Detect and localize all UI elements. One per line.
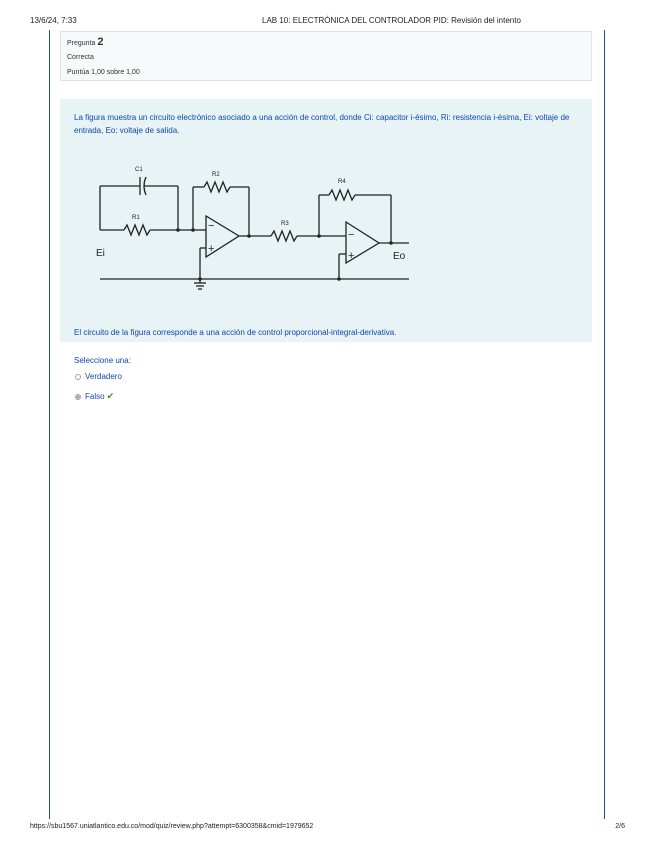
r4-resistor bbox=[329, 190, 355, 200]
question-text: La figura muestra un circuito electrónico asociado a una acción de control, donde Ci: capacitor i-ésimo, Ri: resistencia i-ésima, Ei: voltaje de entrada, Eo: voltaje de salida. bbox=[74, 113, 570, 135]
r3-resistor bbox=[271, 231, 297, 241]
question-label: Pregunta bbox=[67, 40, 96, 47]
option-falso-label: Falso bbox=[85, 392, 105, 401]
label-r3: R3 bbox=[281, 221, 289, 227]
label-plus-2: + bbox=[348, 250, 355, 262]
label-minus-1: − bbox=[208, 220, 215, 232]
r2-resistor bbox=[204, 182, 230, 192]
left-border bbox=[49, 30, 50, 819]
option-falso[interactable] bbox=[75, 390, 114, 402]
label-minus-2: − bbox=[348, 229, 355, 241]
r1-resistor bbox=[124, 225, 150, 235]
print-footer bbox=[30, 823, 625, 835]
option-verdadero[interactable] bbox=[75, 371, 122, 383]
question-status: Correcta bbox=[67, 54, 94, 61]
question-statement: El circuito de la figura corresponde a una acción de control proporcional-integral-derivativa. bbox=[74, 328, 397, 337]
question-content bbox=[60, 99, 592, 342]
radio-verdadero[interactable] bbox=[75, 374, 81, 380]
right-border bbox=[604, 30, 605, 819]
label-eo: Eo bbox=[393, 251, 406, 262]
question-info-box bbox=[60, 31, 592, 81]
question-number: 2 bbox=[97, 36, 104, 48]
page-number: 2/6 bbox=[615, 823, 625, 830]
label-plus-1: + bbox=[208, 243, 215, 255]
print-date: 13/6/24, 7:33 bbox=[30, 16, 77, 25]
question-number-row bbox=[67, 35, 585, 50]
label-r1: R1 bbox=[132, 215, 140, 221]
answer-prompt: Seleccione una: bbox=[74, 356, 131, 365]
label-c1: C1 bbox=[135, 167, 143, 173]
label-ei: Ei bbox=[96, 248, 105, 259]
label-r2: R2 bbox=[212, 172, 220, 178]
option-verdadero-label: Verdadero bbox=[85, 372, 122, 381]
question-score: Puntúa 1,00 sobre 1,00 bbox=[67, 69, 140, 76]
print-header bbox=[30, 16, 625, 28]
check-icon: ✔ bbox=[106, 391, 115, 401]
circuit-diagram bbox=[96, 159, 436, 304]
label-r4: R4 bbox=[338, 179, 346, 185]
radio-falso[interactable] bbox=[75, 394, 81, 400]
page-url: https://sbu1567.uniatlantico.edu.co/mod/quiz/review.php?attempt=6300358&cmid=1979652 bbox=[30, 823, 314, 830]
page-title: LAB 10: ELECTRÓNICA DEL CONTROLADOR PID: Revisión del intento bbox=[262, 16, 521, 25]
